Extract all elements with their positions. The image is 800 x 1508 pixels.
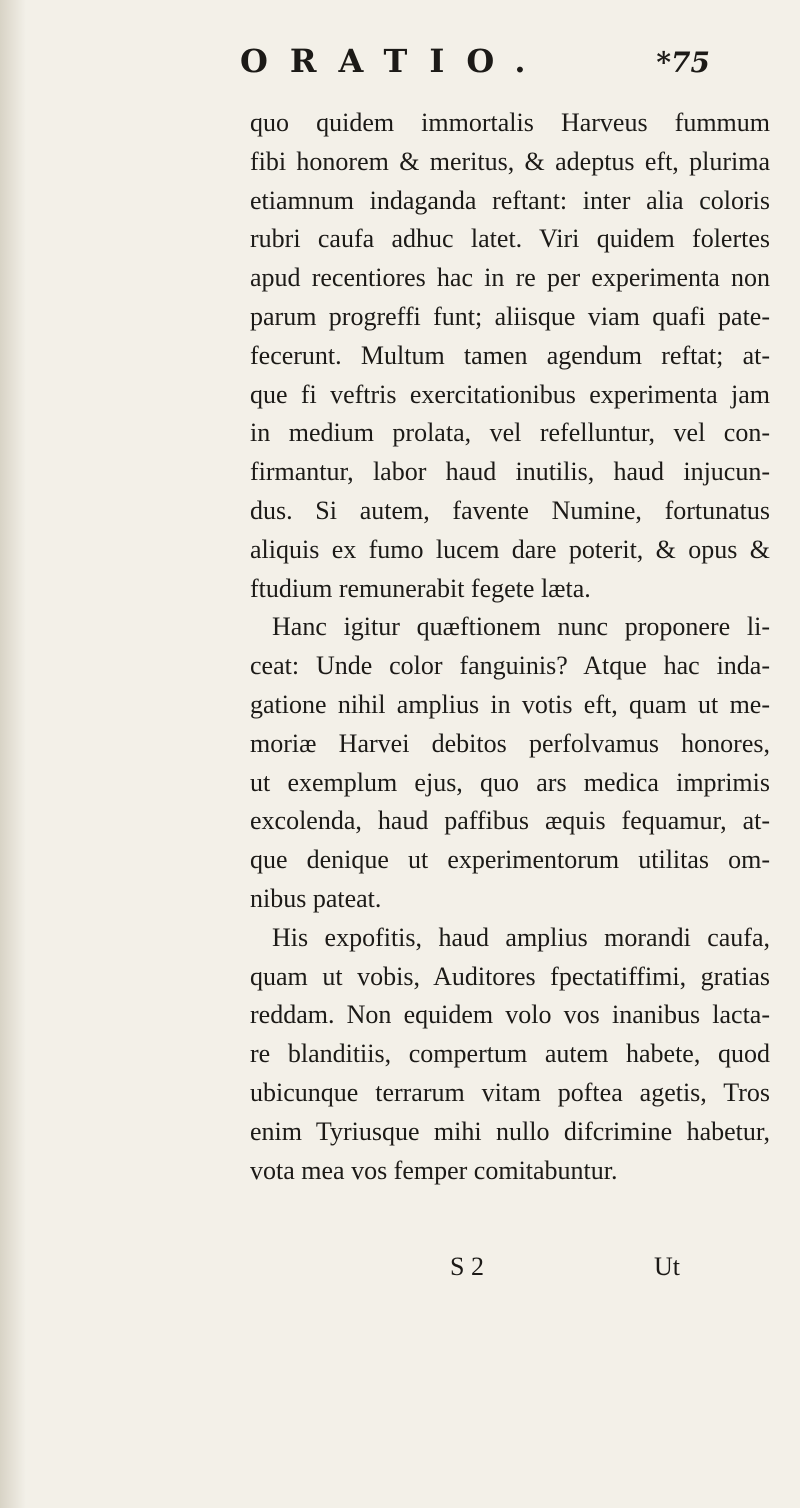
- text-line: etiamnum indaganda reftant: inter alia coloris: [250, 185, 770, 215]
- running-header: [240, 42, 710, 88]
- text-line: que denique ut experimentorum utilitas om-: [250, 845, 770, 875]
- text-line: moriæ Harvei debitos perfolvamus honores,: [250, 728, 770, 758]
- text-line: parum progreffi funt; aliisque viam quafi pate-: [250, 301, 770, 331]
- text-line: apud recentiores hac in re per experimenta non: [250, 263, 770, 293]
- text-line: His expofitis, haud amplius morandi caufa,: [272, 922, 770, 952]
- main-text-block: [250, 104, 770, 1190]
- text-line: fecerunt. Multum tamen agendum reftat; at-: [250, 340, 770, 370]
- text-line: enim Tyriusque mihi nullo difcrimine habetur,: [250, 1116, 770, 1146]
- text-line: reddam. Non equidem volo vos inanibus lacta-: [250, 1000, 770, 1030]
- text-line: re blanditiis, compertum autem habete, quod: [250, 1039, 770, 1069]
- text-line: ubicunque terrarum vitam poftea agetis, Tros: [250, 1077, 770, 1107]
- text-line: ftudium remunerabit fegete læta.: [250, 573, 591, 603]
- running-title: ORATIO.: [240, 42, 548, 80]
- signature-mark: S 2: [450, 1252, 484, 1281]
- page-gutter-shadow: [0, 0, 26, 1508]
- page-number: *75: [656, 46, 710, 79]
- text-line: firmantur, labor haud inutilis, haud injucun-: [250, 457, 770, 487]
- text-line: ut exemplum ejus, quo ars medica imprimis: [250, 767, 770, 797]
- catchword: Ut: [654, 1252, 680, 1281]
- text-line: vota mea vos femper comitabuntur.: [250, 1155, 618, 1185]
- text-line: nibus pateat.: [250, 883, 382, 913]
- text-line: gatione nihil amplius in votis eft, quam ut me-: [250, 689, 770, 719]
- text-line: dus. Si autem, favente Numine, fortunatus: [250, 495, 770, 525]
- text-line: fibi honorem & meritus, & adeptus eft, plurima: [250, 146, 770, 176]
- text-line: rubri caufa adhuc latet. Viri quidem folertes: [250, 224, 770, 254]
- page-footer: [250, 1252, 680, 1292]
- text-line: que fi veftris exercitationibus experimenta jam: [250, 379, 770, 409]
- text-line: in medium prolata, vel refelluntur, vel con-: [250, 418, 770, 448]
- text-line: quo quidem immortalis Harveus fummum: [250, 108, 770, 137]
- text-line: Hanc igitur quæftionem nunc proponere li-: [272, 612, 770, 642]
- text-line: ceat: Unde color fanguinis? Atque hac inda-: [250, 651, 770, 681]
- text-line: excolenda, haud paffibus æquis fequamur, at-: [250, 806, 770, 836]
- text-line: aliquis ex fumo lucem dare poterit, & opus &: [250, 534, 770, 564]
- text-line: quam ut vobis, Auditores fpectatiffimi, gratias: [250, 961, 770, 991]
